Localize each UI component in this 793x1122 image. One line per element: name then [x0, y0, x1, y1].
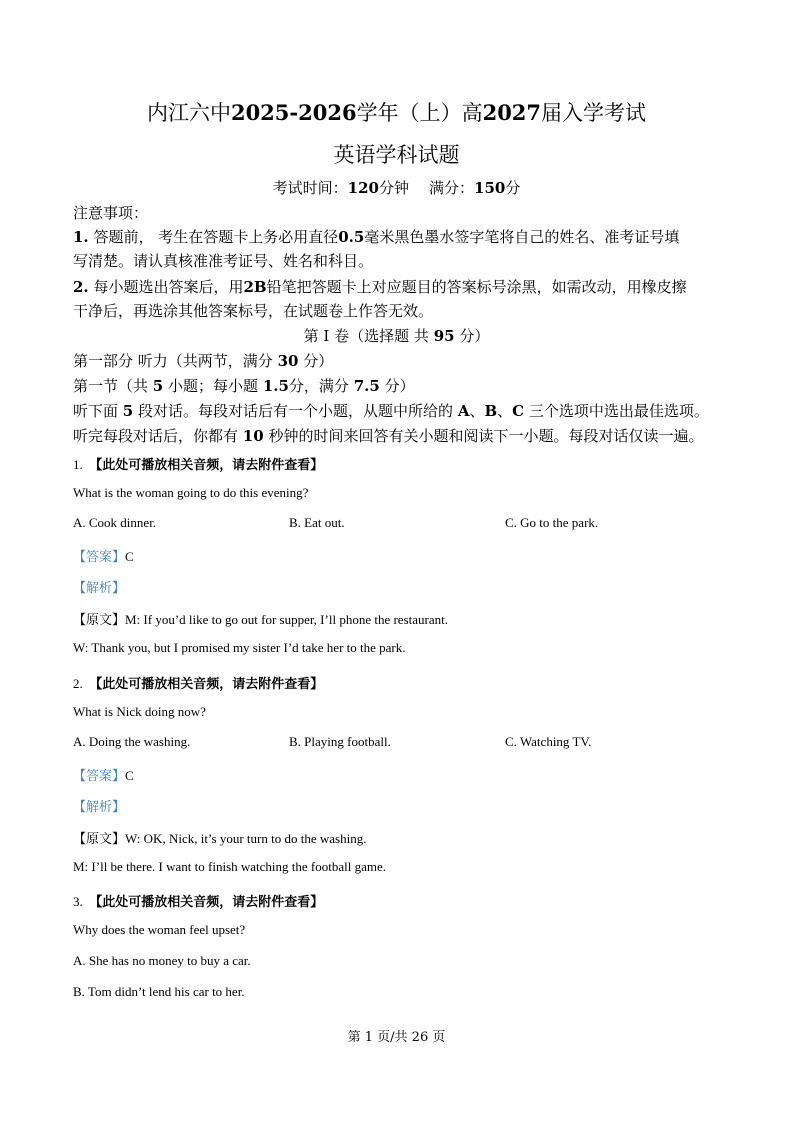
part1-heading: [73, 350, 333, 371]
page-number: 第 1 页/共 26 页: [347, 1030, 446, 1045]
sec1-total: 7.5: [353, 377, 380, 395]
question-3-number: 3.: [73, 894, 83, 909]
notice-item-2: [73, 276, 687, 297]
part1-score: 30: [277, 352, 299, 370]
notice-heading: 注意事项：: [73, 204, 149, 222]
transcript-line: M: If you’d like to go out for supper, I’ll phone the restaurant.: [125, 612, 448, 627]
question-3-audio: [73, 891, 323, 910]
audio-note: 【此处可播放相关音频，请去附件查看】: [89, 894, 324, 909]
title-years: 2025-2026: [230, 100, 357, 125]
sec1-mid: 小题；每小题: [168, 377, 259, 395]
question-2-transcript-2: M: I’ll be there. I want to finish watching the football game.: [73, 859, 386, 874]
transcript-label: 【原文】: [73, 612, 126, 627]
answer-value: C: [125, 549, 134, 564]
sec1-pre: 第一节（共: [73, 377, 149, 395]
instr1-mid: 段对话。每段对话后有一个小题，从题中所给的: [138, 402, 454, 420]
time-unit: 分钟: [378, 179, 409, 197]
question-1-option-c: C. Go to the park.: [505, 515, 599, 530]
question-1-number: 1.: [73, 457, 83, 472]
subject-title: 英语学科试题: [333, 143, 460, 167]
question-1-analysis-label: 【解析】: [73, 580, 126, 595]
instr1-n: 5: [122, 402, 134, 420]
question-1-audio: [73, 454, 323, 473]
notice-item-1-bold: 0.5: [338, 228, 365, 246]
question-3-option-b: B. Tom didn’t lend his car to her.: [73, 984, 245, 999]
instruction-line-2: [73, 425, 703, 446]
notice-item-1-text-a: 答题前， 考生在答题卡上务必用直径: [93, 228, 339, 246]
audio-note: 【此处可播放相关音频，请去附件查看】: [89, 457, 324, 472]
question-1-text: What is the woman going to do this evening?: [73, 485, 309, 500]
volume-score: 95: [433, 327, 455, 345]
question-2-transcript-1: [73, 828, 366, 847]
sec1-each: 1.5: [262, 377, 289, 395]
question-2-answer: [73, 765, 134, 784]
title-school: 内江六中: [146, 101, 231, 125]
score-label: 满分：: [429, 179, 475, 197]
instr2-n: 10: [242, 427, 264, 445]
notice-item-2-text-b: 铅笔把答题卡上对应题目的答案标号涂黑，如需改动，用橡皮擦: [266, 278, 687, 296]
instr1-sep2: 、: [497, 402, 513, 420]
notice-item-1-line2: 写清楚。请认真核准准考证号、姓名和科目。: [73, 252, 374, 270]
exam-meta: [0, 177, 793, 198]
notice-item-2-text-a: 每小题选出答案后，用: [93, 278, 244, 296]
sec1-mid2: 分，满分: [288, 377, 349, 395]
question-2-option-a: A. Doing the washing.: [73, 734, 191, 749]
part1-post: 分）: [303, 352, 334, 370]
volume-post: 分）: [459, 327, 490, 345]
notice-item-1: [73, 226, 679, 247]
volume-mid: 卷（选择题 共: [334, 327, 429, 345]
transcript-label: 【原文】: [73, 831, 126, 846]
question-1-option-a: A. Cook dinner.: [73, 515, 157, 530]
time-label: 考试时间：: [272, 179, 348, 197]
score-unit: 分: [505, 179, 521, 197]
title-term: 学年（上）高: [356, 101, 483, 125]
notice-item-2-line2: 干净后，再选涂其他答案标号，在试题卷上作答无效。: [73, 302, 434, 320]
question-1-answer: [73, 546, 134, 565]
answer-label: 【答案】: [73, 768, 126, 783]
instr1-sep1: 、: [469, 402, 485, 420]
sec1-post: 分）: [384, 377, 415, 395]
question-2-text: What is Nick doing now?: [73, 704, 206, 719]
part1-pre: 第一部分 听力（共两节，满分: [73, 352, 273, 370]
instr1-post: 三个选项中选出最佳选项。: [528, 402, 709, 420]
notice-item-1-num: 1.: [73, 228, 89, 246]
title-exam: 届入学考试: [541, 101, 647, 125]
question-3-text: Why does the woman feel upset?: [73, 922, 246, 937]
instr2-post: 秒钟的时间来回答有关小题和阅读下一小题。每段对话仅读一遍。: [268, 427, 704, 445]
instr2-pre: 听完每段对话后，你都有: [73, 427, 239, 445]
volume-pre: 第: [303, 327, 319, 345]
instr1-a: A: [457, 402, 470, 420]
instruction-line-1: [73, 400, 709, 421]
question-1-transcript-1: [73, 609, 448, 628]
answer-label: 【答案】: [73, 549, 126, 564]
score-value: 150: [474, 179, 506, 197]
notice-item-1-text-b: 毫米黑色墨水签字笔将自己的姓名、准考证号填: [364, 228, 680, 246]
instr1-pre: 听下面: [73, 402, 119, 420]
question-2-option-b: B. Playing football.: [289, 734, 391, 749]
title-grade: 2027: [482, 100, 542, 125]
audio-note: 【此处可播放相关音频，请去附件查看】: [89, 676, 324, 691]
notice-item-2-bold: 2B: [243, 278, 267, 296]
volume-heading: [0, 325, 793, 346]
question-3-option-a: A. She has no money to buy a car.: [73, 953, 251, 968]
question-2-number: 2.: [73, 676, 83, 691]
volume-num: Ⅰ: [323, 327, 330, 345]
question-2-option-c: C. Watching TV.: [505, 734, 592, 749]
instr1-c: C: [512, 402, 525, 420]
notice-item-2-num: 2.: [73, 278, 89, 296]
question-2-analysis-label: 【解析】: [73, 799, 126, 814]
question-2-audio: [73, 673, 323, 692]
section1-heading: [73, 375, 415, 396]
sec1-count: 5: [152, 377, 164, 395]
question-1-transcript-2: W: Thank you, but I promised my sister I’d take her to the park.: [73, 640, 406, 655]
question-1-option-b: B. Eat out.: [289, 515, 345, 530]
answer-value: C: [125, 768, 134, 783]
instr1-b: B: [484, 402, 498, 420]
transcript-line: W: OK, Nick, it’s your turn to do the washing.: [125, 831, 367, 846]
time-value: 120: [347, 179, 379, 197]
exam-title: [0, 97, 793, 127]
